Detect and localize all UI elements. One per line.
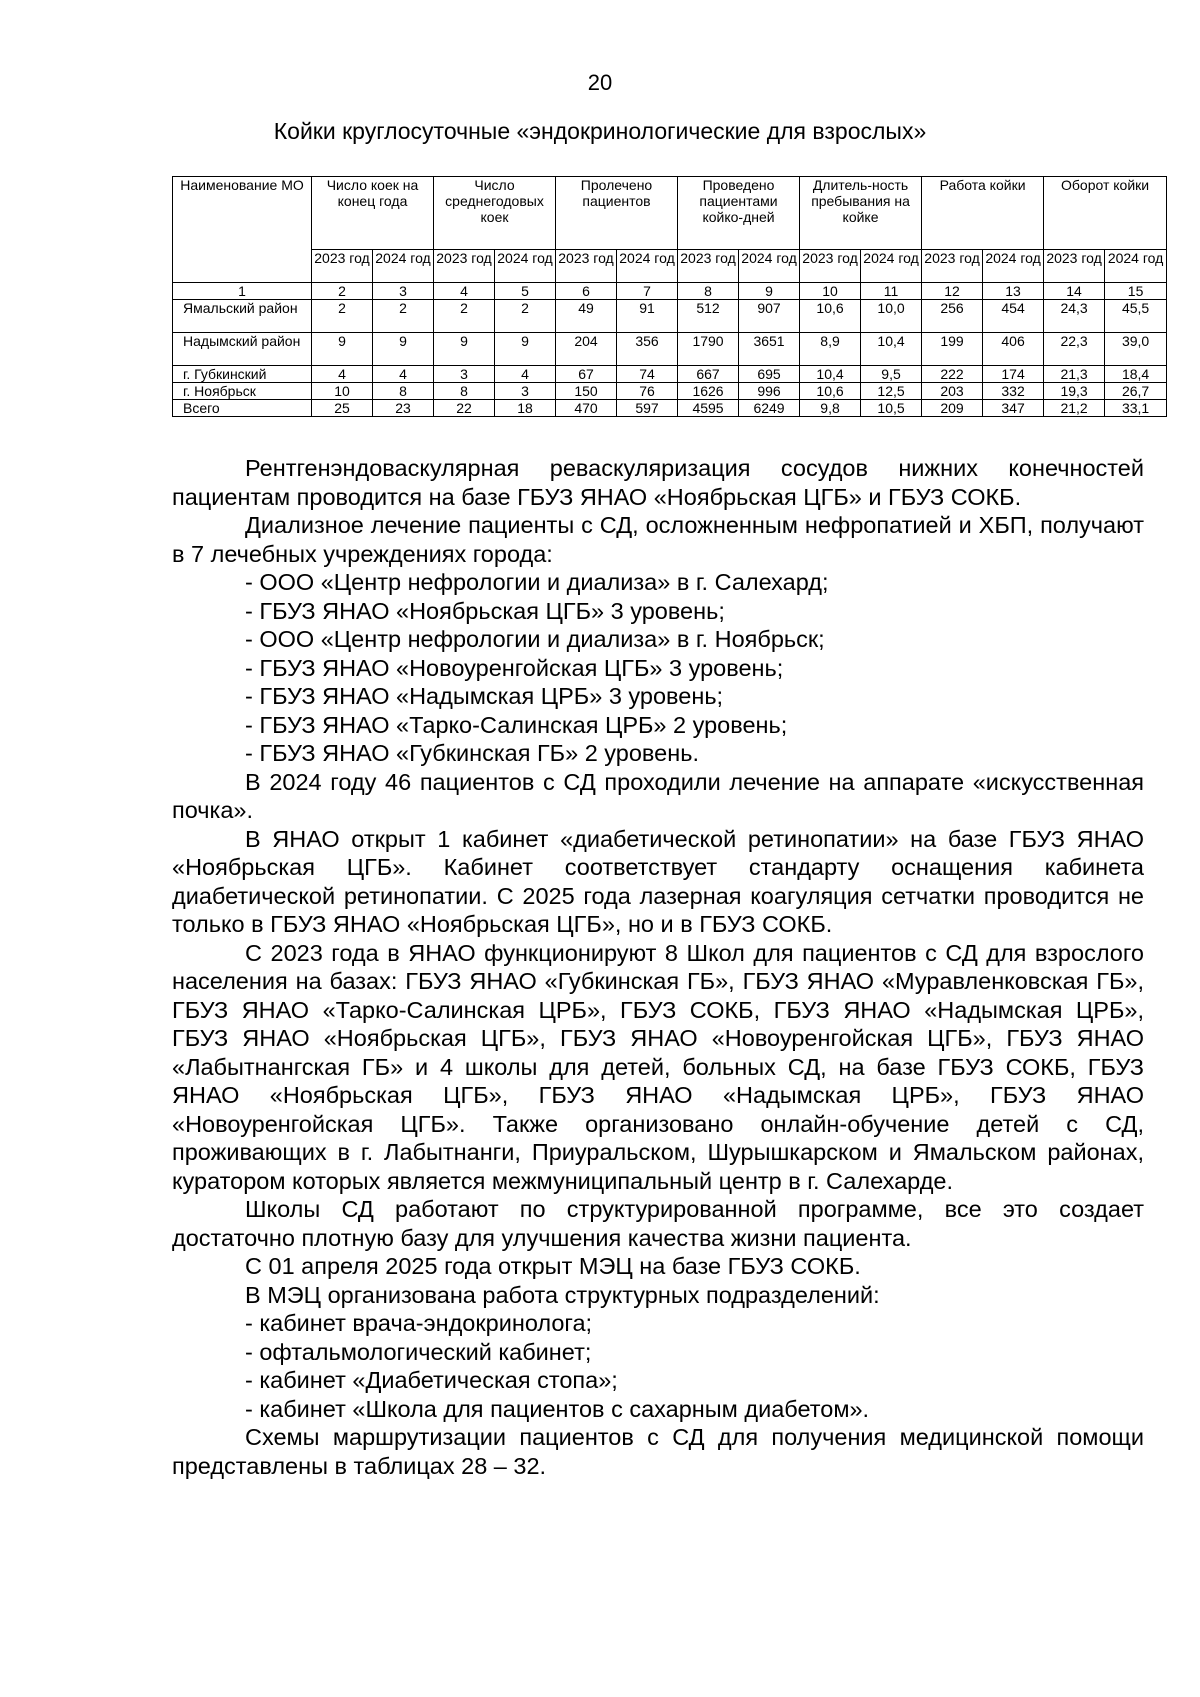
header-year: 2023 год	[312, 250, 373, 283]
column-number: 12	[922, 283, 983, 300]
header-year: 2023 год	[922, 250, 983, 283]
table-cell: 12,5	[861, 383, 922, 400]
table-cell: 2	[373, 300, 434, 333]
table-cell: 222	[922, 366, 983, 383]
column-number: 2	[312, 283, 373, 300]
table-cell: 4	[373, 366, 434, 383]
list-item: - кабинет «Школа для пациентов с сахарным диабетом».	[245, 1395, 870, 1422]
table-cell: 209	[922, 400, 983, 417]
column-number: 15	[1105, 283, 1167, 300]
list-item: - ГБУЗ ЯНАО «Тарко-Салинская ЦРБ» 2 уровень;	[245, 711, 788, 738]
table-row	[173, 333, 1167, 366]
header-year: 2024 год	[739, 250, 800, 283]
table-cell: 45,5	[1105, 300, 1167, 333]
table-cell: 67	[556, 366, 617, 383]
table-cell: 356	[617, 333, 678, 366]
header-group: Пролечено пациентов	[556, 177, 678, 250]
table-cell: 597	[617, 400, 678, 417]
table-cell: 18	[495, 400, 556, 417]
paragraph: В МЭЦ организована работа структурных подразделений:	[245, 1281, 880, 1308]
table-cell: 21,3	[1044, 366, 1105, 383]
header-group: Работа койки	[922, 177, 1044, 250]
table-cell: 203	[922, 383, 983, 400]
page-number: 20	[587, 70, 613, 95]
header-mo: Наименование МО	[173, 177, 312, 283]
table-cell: 4	[312, 366, 373, 383]
table-cell: 996	[739, 383, 800, 400]
header-year: 2024 год	[1105, 250, 1167, 283]
table-cell: 174	[983, 366, 1044, 383]
row-label: Надымский район	[173, 333, 312, 366]
table-cell: 10,6	[800, 300, 861, 333]
column-number: 7	[617, 283, 678, 300]
list-item: - ГБУЗ ЯНАО «Губкинская ГБ» 2 уровень.	[245, 740, 699, 766]
header-group: Число коек на конец года	[312, 177, 434, 250]
header-year: 2023 год	[800, 250, 861, 283]
table-cell: 25	[312, 400, 373, 417]
header-group: Проведено пациентами койко-дней	[678, 177, 800, 250]
table-title: Койки круглосуточные «эндокринологические для взрослых»	[273, 118, 927, 144]
list-item: - кабинет врача-эндокринолога;	[245, 1310, 593, 1336]
list-item: - ООО «Центр нефрологии и диализа» в г. Салехард;	[245, 569, 829, 595]
table-cell: 10,0	[861, 300, 922, 333]
column-number: 6	[556, 283, 617, 300]
table-cell: 6249	[739, 400, 800, 417]
list-item: - ГБУЗ ЯНАО «Надымская ЦРБ» 3 уровень;	[245, 683, 724, 709]
header-year: 2024 год	[373, 250, 434, 283]
table-cell: 8,9	[800, 333, 861, 366]
row-label: г. Губкинский	[173, 366, 312, 383]
table-row	[173, 400, 1167, 417]
table-cell: 332	[983, 383, 1044, 400]
table-cell: 91	[617, 300, 678, 333]
table-cell: 907	[739, 300, 800, 333]
paragraph: В 2024 году 46 пациентов с СД проходили лечение на аппарате «искусственная почка».	[172, 768, 1144, 823]
table-cell: 150	[556, 383, 617, 400]
table-cell: 470	[556, 400, 617, 417]
paragraph: Диализное лечение пациенты с СД, осложненным нефропатией и ХБП, получают в 7 лечебных учреждениях города:	[172, 512, 1144, 567]
table-cell: 256	[922, 300, 983, 333]
column-number: 9	[739, 283, 800, 300]
column-number: 11	[861, 283, 922, 300]
header-group: Длитель-ность пребывания на койке	[800, 177, 922, 250]
row-label: Ямальский район	[173, 300, 312, 333]
column-number: 10	[800, 283, 861, 300]
header-year: 2023 год	[1044, 250, 1105, 283]
header-group: Число среднегодовых коек	[434, 177, 556, 250]
paragraph: Рентгенэндоваскулярная реваскуляризация сосудов нижних конечностей пациентам проводится на базе ГБУЗ ЯНАО «Ноябрьская ЦГБ» и ГБУЗ СОКБ.	[172, 455, 1144, 510]
header-year: 2024 год	[861, 250, 922, 283]
column-number: 4	[434, 283, 495, 300]
body-text	[172, 454, 1144, 1480]
table-cell: 10	[312, 383, 373, 400]
table-cell: 26,7	[1105, 383, 1167, 400]
column-number: 14	[1044, 283, 1105, 300]
table-cell: 454	[983, 300, 1044, 333]
table-cell: 204	[556, 333, 617, 366]
header-year: 2024 год	[983, 250, 1044, 283]
list-item: - ГБУЗ ЯНАО «Ноябрьская ЦГБ» 3 уровень;	[245, 597, 725, 624]
table-cell: 8	[434, 383, 495, 400]
table-row	[173, 300, 1167, 333]
table-cell: 2	[434, 300, 495, 333]
table-cell: 1790	[678, 333, 739, 366]
list-item: - кабинет «Диабетическая стопа»;	[245, 1367, 618, 1393]
table-cell: 9	[434, 333, 495, 366]
paragraph: Схемы маршрутизации пациентов с СД для получения медицинской помощи представлены в таблицах 28 – 32.	[172, 1424, 1144, 1479]
table-cell: 9	[373, 333, 434, 366]
header-year: 2023 год	[556, 250, 617, 283]
table-cell: 1626	[678, 383, 739, 400]
table-cell: 347	[983, 400, 1044, 417]
column-number: 1	[173, 283, 312, 300]
table-cell: 512	[678, 300, 739, 333]
table-cell: 199	[922, 333, 983, 366]
table-cell: 3651	[739, 333, 800, 366]
table-cell: 24,3	[1044, 300, 1105, 333]
header-year: 2024 год	[617, 250, 678, 283]
paragraph: Школы СД работают по структурированной программе, все это создает достаточно плотную базу для улучшения качества жизни пациента.	[172, 1196, 1144, 1251]
table-cell: 10,6	[800, 383, 861, 400]
table-cell: 22,3	[1044, 333, 1105, 366]
paragraph: В ЯНАО открыт 1 кабинет «диабетической ретинопатии» на базе ГБУЗ ЯНАО «Ноябрьская ЦГБ». Кабинет соответствует стандарту оснащения кабинета диабетической ретинопатии. С 2025 года лазерная коагуляция сетчатки проводится не только в ГБУЗ ЯНАО «Ноябрьская ЦГБ», но и в ГБУЗ СОКБ.	[172, 825, 1144, 937]
table-cell: 3	[434, 366, 495, 383]
table-cell: 74	[617, 366, 678, 383]
table-cell: 10,4	[861, 333, 922, 366]
table-row	[173, 366, 1167, 383]
header-year: 2023 год	[434, 250, 495, 283]
table-cell: 8	[373, 383, 434, 400]
table-cell: 33,1	[1105, 400, 1167, 417]
table-cell: 406	[983, 333, 1044, 366]
table-cell: 22	[434, 400, 495, 417]
header-year: 2023 год	[678, 250, 739, 283]
table-cell: 9,8	[800, 400, 861, 417]
table-cell: 695	[739, 366, 800, 383]
column-number: 13	[983, 283, 1044, 300]
table-cell: 19,3	[1044, 383, 1105, 400]
column-number: 5	[495, 283, 556, 300]
paragraph: С 01 апреля 2025 года открыт МЭЦ на базе ГБУЗ СОКБ.	[245, 1253, 861, 1279]
table-cell: 2	[312, 300, 373, 333]
header-year: 2024 год	[495, 250, 556, 283]
table-cell: 23	[373, 400, 434, 417]
table-cell: 76	[617, 383, 678, 400]
endocrinology-beds-table	[172, 176, 1167, 417]
table-cell: 49	[556, 300, 617, 333]
list-item: - ООО «Центр нефрологии и диализа» в г. Ноябрьск;	[245, 626, 825, 652]
list-item: - офтальмологический кабинет;	[245, 1338, 592, 1365]
header-group: Оборот койки	[1044, 177, 1167, 250]
table-cell: 10,5	[861, 400, 922, 417]
table-cell: 3	[495, 383, 556, 400]
table-cell: 18,4	[1105, 366, 1167, 383]
row-label: г. Ноябрьск	[173, 383, 312, 400]
list-item: - ГБУЗ ЯНАО «Новоуренгойская ЦГБ» 3 уровень;	[245, 654, 784, 681]
table-cell: 9	[495, 333, 556, 366]
table-cell: 4	[495, 366, 556, 383]
column-number: 8	[678, 283, 739, 300]
table-cell: 39,0	[1105, 333, 1167, 366]
table-cell: 9,5	[861, 366, 922, 383]
column-number: 3	[373, 283, 434, 300]
table-cell: 4595	[678, 400, 739, 417]
paragraph: С 2023 года в ЯНАО функционируют 8 Школ для пациентов с СД для взрослого населения на базах: ГБУЗ ЯНАО «Губкинская ГБ», ГБУЗ ЯНАО «Муравленковская ГБ», ГБУЗ ЯНАО «Тарко-Салинская ЦРБ», ГБУЗ СОКБ, ГБУЗ ЯНАО «Надымская ЦРБ», ГБУЗ ЯНАО «Ноябрьская ЦГБ», ГБУЗ ЯНАО «Новоуренгойская ЦГБ», ГБУЗ ЯНАО «Лабытнангская ГБ» и 4 школы для детей, больных СД, на базе ГБУЗ СОКБ, ГБУЗ ЯНАО «Ноябрьская ЦГБ», ГБУЗ ЯНАО «Надымская ЦРБ», ГБУЗ ЯНАО «Новоуренгойская ЦГБ». Также организовано онлайн-обучение детей с СД, проживающих в г. Лабытнанги, Приуральском, Шурышкарском и Ямальском районах, куратором которых является межмуниципальный центр в г. Салехарде.	[172, 939, 1144, 1194]
table-row	[173, 383, 1167, 400]
table-cell: 21,2	[1044, 400, 1105, 417]
table-cell: 2	[495, 300, 556, 333]
table-cell: 10,4	[800, 366, 861, 383]
table-cell: 667	[678, 366, 739, 383]
table-cell: 9	[312, 333, 373, 366]
row-label: Всего	[173, 400, 312, 417]
